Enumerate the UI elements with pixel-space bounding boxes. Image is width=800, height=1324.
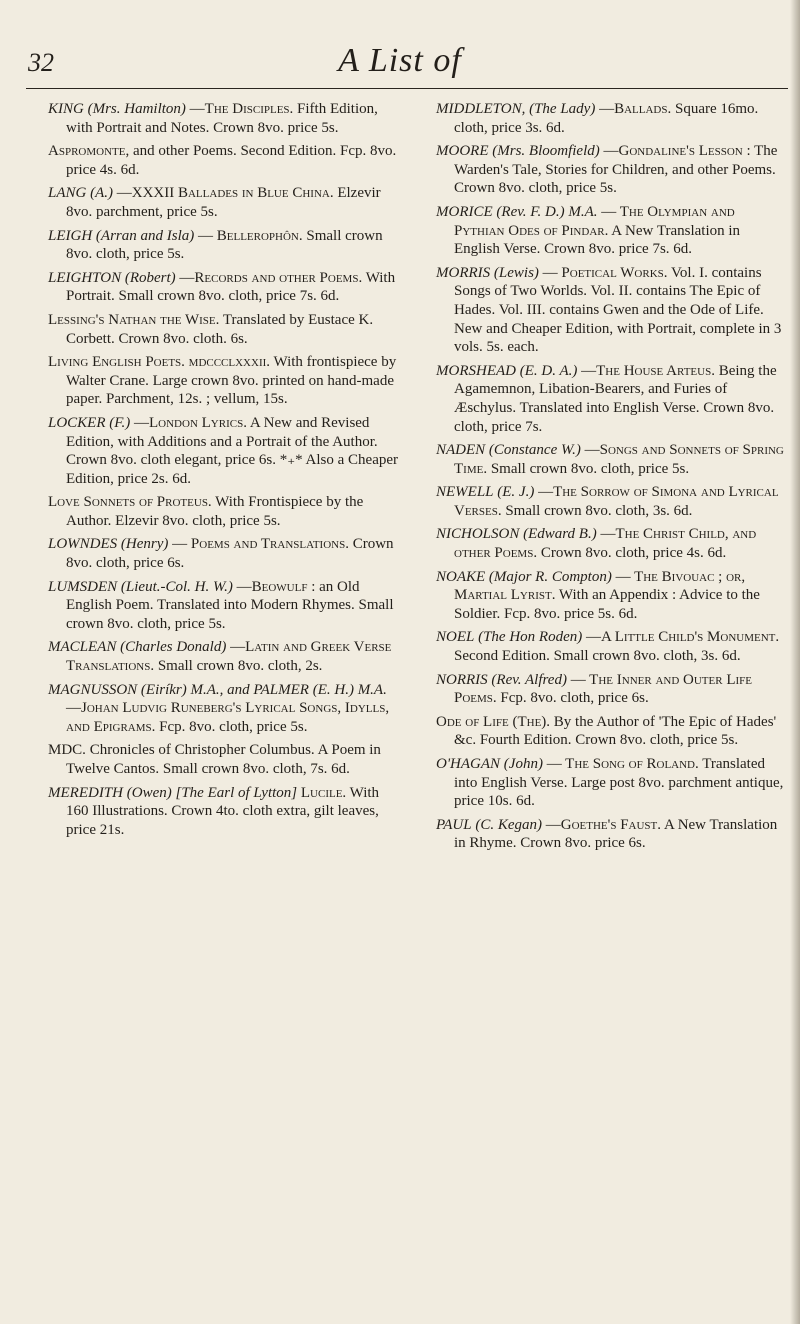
catalogue-entry [48, 227, 398, 264]
entry-title: —Johan Ludvig Runeberg's Lyrical Songs, Idylls, and Epigrams. [66, 700, 390, 735]
catalogue-entry [436, 441, 786, 478]
entry-author: O'HAGAN [436, 756, 501, 772]
catalogue-entry [48, 311, 398, 348]
entry-title: —A Little Child's Monument. [586, 629, 780, 646]
entry-description: Fifth Edition, with Portrait and Notes. Crown 8vo. price 5s. [66, 101, 378, 136]
entry-author: LEIGHTON [48, 269, 122, 286]
entry-author: MEREDITH [48, 784, 123, 801]
entry-title: Lucile. [300, 784, 347, 801]
catalogue-entry [436, 362, 786, 436]
entry-author: NEWELL [436, 484, 494, 501]
entry-title: — The Song of Roland. [546, 756, 699, 772]
entry-description: Small crown 8vo. cloth, price 5s. [66, 227, 383, 263]
catalogue-entry [48, 184, 398, 221]
entry-title: Love Sonnets of Proteus. [48, 494, 212, 511]
entry-author-detail: (Robert) [124, 269, 176, 286]
entry-author-detail: (Charles Donald) [120, 639, 227, 656]
entry-author-detail: (Rev. Alfred) [491, 671, 567, 688]
entry-author: MORSHEAD [436, 362, 516, 379]
entry-description: A New Translation in Rhyme. Crown 8vo. price 6s. [454, 816, 778, 852]
entry-author: NICHOLSON [436, 526, 520, 543]
entry-title: — The Olympian and Pythian Odes of Pindar. [454, 203, 735, 239]
catalogue-entry [436, 142, 786, 198]
entry-title: —Goethe's Faust. [545, 816, 662, 833]
page-edge-shadow [790, 0, 800, 1324]
entry-description: Crown 8vo. cloth, price 6s. [66, 536, 394, 572]
entry-author-detail: (Arran and Isla) [95, 227, 195, 244]
entry-description: By the Author of 'The Epic of Hades' &c. Fourth Edition. Crown 8vo. cloth, price 5s. [454, 713, 777, 749]
catalogue-entry [48, 414, 398, 488]
entry-author-detail: (Lewis) [493, 264, 539, 281]
entry-description: Crown 8vo. cloth, price 4s. 6d. [537, 545, 727, 562]
entry-author: MORRIS [436, 264, 491, 281]
entry-title: Aspromonte, [48, 143, 130, 160]
entry-author-detail: (C. Kegan) [475, 816, 542, 833]
entry-author: LEIGH [48, 227, 93, 244]
entry-author-detail: (Edward B.) [523, 526, 597, 543]
catalogue-entry [48, 638, 398, 675]
page-number: 32 [28, 48, 54, 77]
entry-author-detail: (Owen) [The Earl of Lytton] [126, 784, 298, 801]
entry-author-detail: (Constance W.) [488, 442, 581, 459]
entry-author: MACLEAN [48, 639, 117, 656]
catalogue-entry [436, 671, 786, 708]
entry-title: —Songs and Sonnets of Spring Time. [454, 442, 784, 477]
catalogue-entry [48, 142, 398, 179]
entry-author: PAUL [436, 816, 472, 833]
entry-author: MORICE [436, 203, 493, 220]
entry-title: — The Inner and Outer Life Poems. [454, 671, 752, 707]
entry-description: Second Edition. Small crown 8vo. cloth, 3s. 6d. [454, 648, 741, 665]
entry-description: Translated into English Verse. Large post 8vo. parchment antique, price 10s. 6d. [454, 756, 784, 810]
entry-title: —The House Arteus. [581, 362, 715, 379]
entry-description: A New and Revised Edition, with Additions and a Portrait of the Author. Crown 8vo. cloth elegant, price 6s. *₊* Also a Cheaper Edition, price 2s. 6d. [66, 414, 399, 487]
entry-author: NOEL [436, 629, 475, 646]
header-rule [26, 88, 788, 89]
entry-title: —Beowulf : [236, 578, 316, 595]
catalogue-entry [436, 628, 786, 665]
entry-title: MDC. [48, 742, 86, 759]
entry-description: Small crown 8vo. cloth, price 5s. [487, 460, 690, 477]
entry-author-detail: (The Hon Roden) [478, 629, 583, 646]
entry-description: Vol. I. contains Songs of Two Worlds. Vol. II. contains The Epic of Hades. Vol. III. contains Gwen and the Ode of Life. New and Cheaper Edition, with Portrait, complete in 3 vols. 5s. each. [454, 264, 782, 356]
catalogue-entry [48, 535, 398, 572]
entry-description: With 160 Illustrations. Crown 4to. cloth extra, gilt leaves, price 21s. [66, 784, 380, 838]
entry-author: MIDDLETON, [436, 101, 526, 117]
running-title: A List of [338, 42, 462, 79]
entry-title: — Bellerophôn. [198, 227, 303, 244]
entry-author-detail: (The Lady) [529, 101, 596, 117]
catalogue-columns [48, 100, 786, 858]
left-column [48, 100, 398, 858]
catalogue-entry [48, 741, 398, 778]
catalogue-entry [48, 681, 398, 737]
entry-title: Lessing's Nathan the Wise. [48, 311, 220, 328]
catalogue-entry [48, 578, 398, 634]
entry-title: —Ballads. [599, 101, 672, 117]
entry-title: — Poetical Works. [542, 264, 668, 281]
entry-description: Chronicles of Christopher Columbus. A Poem in Twelve Cantos. Small crown 8vo. cloth, 7s. 6d. [66, 742, 381, 777]
entry-author-detail: (E. D. A.) [519, 362, 578, 379]
entry-title: —Latin and Greek Verse Translations. [66, 639, 392, 675]
catalogue-entry [436, 755, 786, 811]
entry-description: an Old English Poem. Translated into Modern Rhymes. Small crown 8vo. cloth, price 5s. [66, 578, 394, 632]
entry-author-detail: (Mrs. Hamilton) [87, 101, 186, 117]
entry-description: Small crown 8vo. cloth, 2s. [154, 658, 323, 675]
entry-title: —The Disciples. [189, 101, 294, 117]
entry-author: KING [48, 101, 84, 117]
catalogue-entry [436, 100, 786, 137]
catalogue-entry [436, 525, 786, 562]
entry-description: The Warden's Tale, Stories for Children, and other Poems. Crown 8vo. cloth, price 5s. [454, 143, 778, 197]
entry-author: NADEN [436, 442, 486, 459]
catalogue-entry [436, 203, 786, 259]
entry-description: With Frontispiece by the Author. Elzevir 8vo. cloth, price 5s. [66, 494, 364, 529]
entry-description: Being the Agamemnon, Libation-Bearers, and Furies of Æschylus. Translated into English Verse. Crown 8vo. cloth, price 7s. [454, 362, 777, 435]
entry-title: — Poems and Translations. [172, 536, 349, 553]
entry-title: —Gondaline's Lesson : [603, 143, 751, 160]
entry-author-detail: (Lieut.-Col. H. W.) [120, 578, 233, 595]
entry-title: Living English Poets. mdccclxxxii. [48, 354, 271, 371]
entry-author: NORRIS [436, 671, 488, 688]
entry-author-detail: (E. J.) [497, 484, 535, 501]
entry-author-detail: (Rev. F. D.) M.A. [496, 203, 598, 220]
entry-description: Elzevir 8vo. parchment, price 5s. [66, 185, 381, 220]
entry-author-detail: (John) [503, 756, 543, 772]
entry-title: —Records and other Poems. [179, 269, 363, 286]
entry-author-detail: (Mrs. Bloomfield) [492, 143, 600, 160]
entry-description: Fcp. 8vo. cloth, price 6s. [496, 690, 649, 707]
entry-title: —The Christ Child, and other Poems. [454, 526, 757, 562]
entry-description: Small crown 8vo. cloth, 3s. 6d. [501, 502, 693, 519]
catalogue-entry [436, 568, 786, 624]
entry-title: —The Sorrow of Simona and Lyrical Verses. [454, 484, 779, 519]
entry-author: NOAKE [436, 568, 486, 585]
entry-description: Translated by Eustace K. Corbett. Crown 8vo. cloth. 6s. [66, 311, 374, 347]
entry-author: LOCKER [48, 414, 106, 431]
catalogue-entry [48, 493, 398, 530]
catalogue-entry [48, 269, 398, 306]
right-column [436, 100, 786, 858]
catalogue-entry [436, 713, 786, 750]
entry-author-detail: (A.) [90, 185, 113, 202]
entry-author: MOORE [436, 143, 489, 160]
entry-title: Ode of Life (The). [436, 713, 551, 730]
entry-title: —London Lyrics. [134, 414, 247, 431]
entry-description: With Portrait. Small crown 8vo. cloth, price 7s. 6d. [66, 269, 396, 305]
entry-description: A New Translation in English Verse. Crown 8vo. price 7s. 6d. [454, 222, 741, 258]
entry-description: With frontispiece by Walter Crane. Large crown 8vo. printed on hand-made paper. Parchment, 12s. ; vellum, 15s. [66, 354, 397, 408]
entry-author: LOWNDES [48, 536, 118, 553]
entry-author-detail: (Henry) [120, 536, 169, 553]
catalogue-entry [436, 483, 786, 520]
catalogue-entry [436, 816, 786, 853]
entry-description: and other Poems. Second Edition. Fcp. 8vo. price 4s. 6d. [66, 143, 397, 178]
catalogue-entry [48, 353, 398, 409]
catalogue-entry [48, 100, 398, 137]
entry-author: LANG [48, 185, 87, 202]
entry-title: —XXXII Ballades in Blue China. [116, 185, 334, 202]
catalogue-entry [436, 264, 786, 357]
entry-description: Square 16mo. cloth, price 3s. 6d. [454, 101, 759, 136]
entry-author: MAGNUSSON [48, 681, 138, 698]
entry-author-detail: (Major R. Compton) [488, 568, 612, 585]
entry-title: — The Bivouac ; or, Martial Lyrist. [454, 568, 746, 604]
entry-author: LUMSDEN [48, 578, 118, 595]
entry-description: With an Appendix : Advice to the Soldier. Fcp. 8vo. price 5s. 6d. [454, 587, 760, 622]
catalogue-entry [48, 784, 398, 840]
entry-author-detail: (Eiríkr) M.A., and PALMER (E. H.) M.A. [140, 681, 387, 698]
entry-author-detail: (F.) [109, 414, 131, 431]
entry-description: Fcp. 8vo. cloth, price 5s. [155, 718, 308, 735]
